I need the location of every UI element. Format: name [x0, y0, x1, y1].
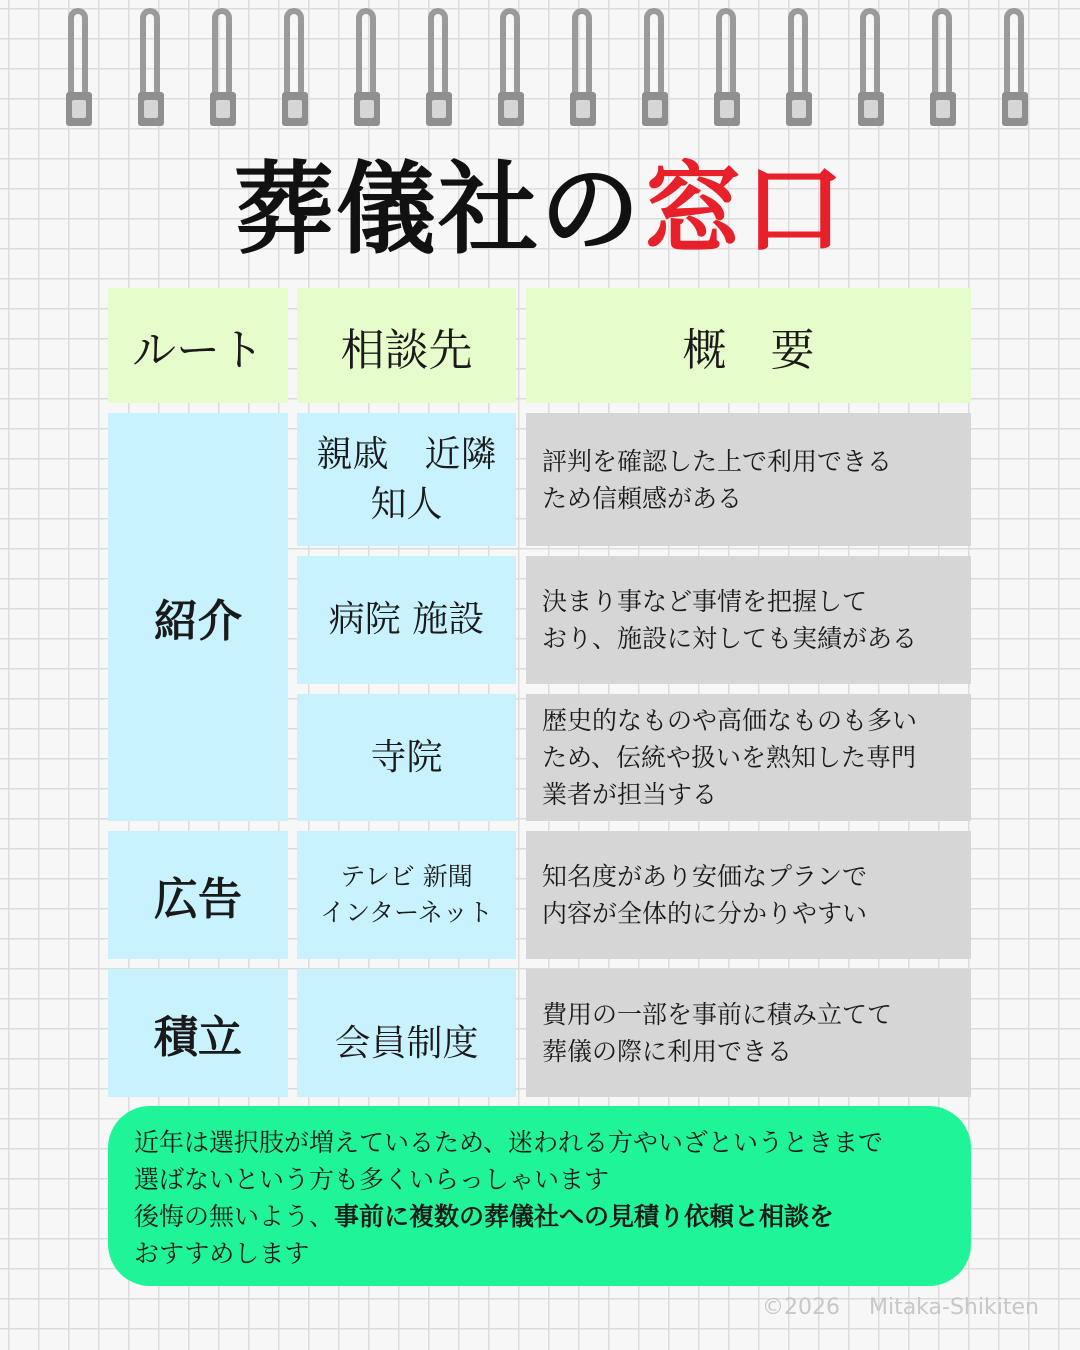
binding-ring-icon: [350, 8, 384, 130]
route-savings: 積立: [108, 969, 288, 1097]
contact-relatives: [297, 413, 516, 546]
summary-line: 内容が全体的に分かりやすい: [542, 899, 868, 928]
binding-ring-icon: [998, 8, 1032, 130]
summary-line: 知名度があり安価なプランで: [542, 862, 868, 891]
binding-ring-icon: [638, 8, 672, 130]
binding-ring-icon: [782, 8, 816, 130]
contact-line: 親戚 近隣: [316, 433, 497, 475]
contact-line: 寺院: [370, 736, 443, 778]
summary-line: 費用の一部を事前に積み立てて: [542, 1000, 893, 1029]
binding-ring-icon: [854, 8, 888, 130]
summary-temple: [526, 694, 971, 821]
note-line: 選ばないという方も多くいらっしゃいます: [134, 1165, 610, 1194]
summary-hospital: [526, 556, 971, 684]
header-summary: 概 要: [526, 288, 971, 403]
contact-line: 会員制度: [334, 1023, 479, 1064]
summary-line: 歴史的なものや高価なものも多い: [542, 706, 918, 735]
summary-media: [526, 831, 971, 959]
binding-ring-icon: [926, 8, 960, 130]
summary-line: 評判を確認した上で利用できる: [542, 446, 893, 476]
header-route: ルート: [108, 288, 288, 403]
binding-ring-icon: [422, 8, 456, 130]
route-advertising: 広告: [108, 831, 288, 959]
header-contact: 相談先: [297, 288, 516, 403]
copyright-text: ©2026 Mitaka-Shikiten: [762, 1295, 1039, 1320]
contact-hospital: [297, 556, 516, 684]
title-accent: 窓口: [642, 151, 846, 268]
summary-line: 決まり事など事情を把握して: [542, 587, 868, 616]
note-line: 近年は選択肢が増えているため、迷われる方やいざというときまで: [134, 1128, 884, 1157]
contact-membership: [297, 969, 516, 1097]
contact-line: テレビ 新聞: [340, 862, 473, 891]
spiral-binding: [0, 0, 1080, 135]
summary-line: ため、伝統や扱いを熟知した専門: [542, 743, 917, 772]
contact-line: インターネット: [320, 898, 493, 927]
summary-line: おり、施設に対しても実績がある: [542, 624, 918, 653]
contact-temple: [297, 694, 516, 821]
note-line: おすすめします: [134, 1239, 310, 1268]
contact-media: [297, 831, 516, 959]
binding-ring-icon: [278, 8, 312, 130]
contact-line: 病院 施設: [328, 599, 485, 640]
summary-relatives: [526, 413, 971, 546]
advice-note: [108, 1106, 971, 1286]
note-prefix: 後悔の無いよう、: [134, 1202, 335, 1231]
binding-ring-icon: [206, 8, 240, 130]
note-emphasis: 事前に複数の葬儀社への見積り依頼と相談を: [334, 1202, 835, 1231]
binding-ring-icon: [566, 8, 600, 130]
summary-line: ため信頼感がある: [542, 483, 743, 513]
summary-membership: [526, 969, 971, 1097]
contact-line: 知人: [370, 483, 443, 525]
title-main: 葬儀社の: [234, 151, 642, 268]
note-line: [134, 1198, 951, 1235]
binding-ring-icon: [134, 8, 168, 130]
route-referral: 紹介: [108, 413, 288, 821]
summary-line: 業者が担当する: [542, 780, 718, 809]
summary-line: 葬儀の際に利用できる: [542, 1037, 793, 1066]
binding-ring-icon: [494, 8, 528, 130]
binding-ring-icon: [710, 8, 744, 130]
binding-ring-icon: [62, 8, 96, 130]
page-title: [0, 145, 1080, 275]
